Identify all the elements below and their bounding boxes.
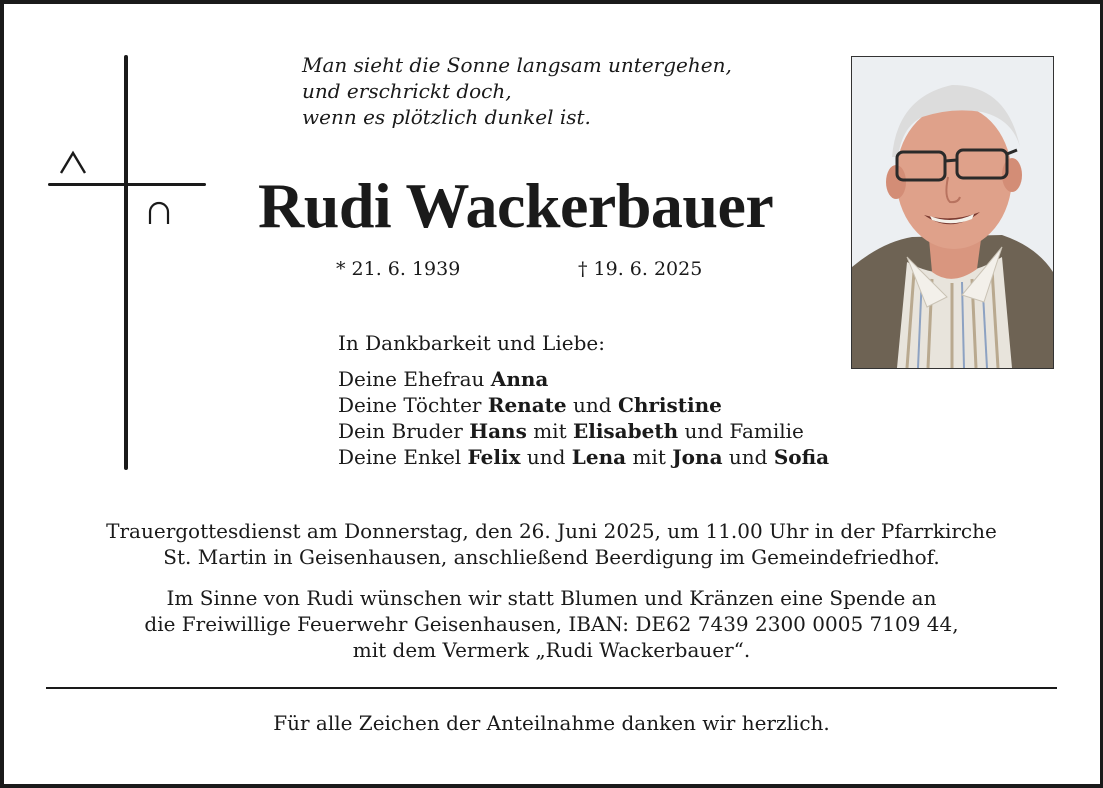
mourner-name: Renate: [487, 393, 567, 417]
memorial-poem: [302, 52, 732, 130]
mourner-joiner: mit: [632, 445, 666, 469]
mourner-name: Sofia: [773, 445, 830, 469]
alpha-symbol-icon: [58, 150, 88, 176]
mourner-name: Anna: [490, 367, 549, 391]
service-line: Trauergottesdienst am Donnerstag, den 26. Juni 2025, um 11.00 Uhr in der Pfarrkirche: [106, 519, 997, 543]
mourner-prefix: Deine Töchter: [338, 393, 482, 417]
mourner-name: Christine: [617, 393, 722, 417]
poem-line: und erschrickt doch,: [302, 79, 512, 103]
mourner-joiner: und: [728, 445, 768, 469]
mourner-line-daughters: [338, 392, 829, 418]
mourner-prefix: Deine Ehefrau: [338, 367, 485, 391]
divider-line: [46, 687, 1057, 689]
mourner-name: Jona: [672, 445, 723, 469]
death-date: † 19. 6. 2025: [578, 258, 703, 280]
donation-line: mit dem Vermerk „Rudi Wackerbauer“.: [352, 638, 751, 662]
omega-symbol-icon: [146, 200, 172, 226]
mourner-line-brother: [338, 418, 829, 444]
poem-line: wenn es plötzlich dunkel ist.: [302, 105, 591, 129]
mourner-joiner: und: [526, 445, 566, 469]
mourner-name: Felix: [467, 445, 521, 469]
poem-line: Man sieht die Sonne langsam untergehen,: [302, 53, 732, 77]
mourner-suffix: und Familie: [684, 419, 804, 443]
mourners-intro: In Dankbarkeit und Liebe:: [338, 331, 605, 355]
birth-date: * 21. 6. 1939: [336, 258, 461, 280]
mourners-list: [338, 330, 829, 470]
mourner-name: Elisabeth: [572, 419, 679, 443]
funeral-service-info: [40, 518, 1063, 570]
portrait-photo-icon: [852, 57, 1053, 368]
mourner-name: Lena: [571, 445, 627, 469]
donation-line: die Freiwillige Feuerwehr Geisenhausen, IBAN: DE62 7439 2300 0005 7109 44,: [144, 612, 959, 636]
mourner-prefix: Deine Enkel: [338, 445, 462, 469]
mourner-joiner: mit: [533, 419, 567, 443]
cross-vertical-bar: [124, 55, 128, 470]
portrait-photo: [851, 56, 1054, 369]
cross-horizontal-bar: [48, 183, 206, 186]
mourner-line-wife: [338, 366, 829, 392]
donation-info: [40, 585, 1063, 663]
deceased-name: Rudi Wackerbauer: [258, 170, 774, 241]
mourner-prefix: Dein Bruder: [338, 419, 463, 443]
mourner-name: Hans: [469, 419, 527, 443]
mourner-line-grandchildren: [338, 444, 829, 470]
mourner-joiner: und: [573, 393, 612, 417]
donation-line: Im Sinne von Rudi wünschen wir statt Blumen und Kränzen eine Spende an: [166, 586, 937, 610]
thanks-line: Für alle Zeichen der Anteilnahme danken wir herzlich.: [273, 711, 830, 735]
service-line: St. Martin in Geisenhausen, anschließend Beerdigung im Gemeindefriedhof.: [163, 545, 940, 569]
